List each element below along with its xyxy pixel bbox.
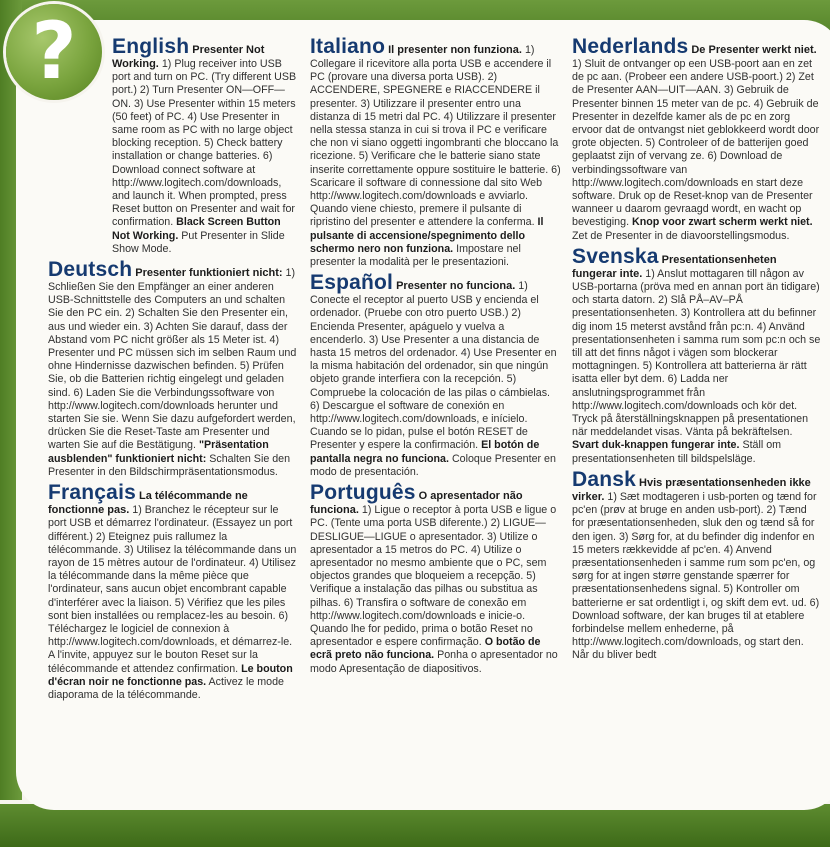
- language-title: Deutsch: [48, 258, 133, 282]
- section-text: 1) Branchez le récepteur sur le port USB et démarrez l'ordinateur. (Essayez un port différent.) 2) Eteignez puis rallumez la télécommande. 3) Utilisez la télécommande dans un rayon de 15 mètres autour de l'ordinateur. 4) Utilisez la télécommande dans la même pièce que l'ordinateur, sans aucun objet encombrant capable d'interférer avec la liaison. 5) Vérifiez que les piles sont bien installées ou remplacez-les au besoin. 6) Téléchargez le logiciel de connexion à http://www.logitech.com/downloads, et démarrez-le. A l'invite, appuyez sur le bouton Reset sur la télécommande et attendez confirmation.: [48, 504, 297, 675]
- section-bold-heading: "Präsentation ausblenden" funktioniert nicht:: [48, 439, 269, 465]
- section-bold-text: Activez le mode diaporama de la télécommande.: [48, 675, 284, 701]
- section-text: 1) Conecte el receptor al puerto USB y encienda el ordenador. (Pruebe con otro puerto USB.) 2) Encienda Presenter, apáguelo y vuelva a encenderlo. 3) Use Presenter a una distancia de hasta 15 metros del ordenador. 4) Use Presenter en la misma habitación del ordenador, sin que ningún objeto grande interfiera con la recepción. 5) Compruebe la colocación de las pilas o cámbielas. 6) Descargue el software de conexión en http://www.logitech.com/downloads, e inícielo. Cuando se lo pidan, pulse el botón RESET de Presenter y espere la confirmación.: [310, 280, 557, 452]
- section-bold-text: Ställ om presentationsenheten till bildspelsläge.: [572, 439, 782, 465]
- section-francais: [48, 482, 298, 702]
- section-dansk: [572, 469, 822, 663]
- section-bold-heading: O botão de ecrã preto não funciona.: [310, 636, 541, 662]
- section-heading: La télécommande ne fonctionne pas.: [48, 490, 248, 517]
- section-text: 1) Anslut mottagaren till någon av USB-portarna (pröva med en annan port än tidigare) och starta datorn. 2) Slå PÅ–AV–PÅ presentationsenheten. 3) Kontrollera att du befinner dig inom 15 meterst avstånd från pc:n. 4) Använd presentationsenheten i samma rum som pc:n och se till att det finns något i vägen som blockerar mottagningen. 5) Kontrollera att batterierna är rätt isatta eller byt dem. 6) Ladda ner anslutningsprogrammet från http://www.logitech.com/downloads och kör det. Tryck på återställningsknappen på presentationen när meddelandet visas. Vänta på bekräftelsen.: [572, 267, 821, 439]
- section-text: 1) Collegare il ricevitore alla porta USB e accendere il PC (provare una diversa porta USB). 2) ACCENDERE, SPEGNERE e RIACCENDERE il presenter. 3) Utilizzare il presenter entro una distanza di 15 metri dal PC. 4) Utilizzare il presenter nella stessa stanza in cui si trova il PC e verificare che non vi siano oggetti ingombranti che bloccano la ricezione. 5) Verificare che le batterie siano state inserite correttamente oppure sostituire le batterie. 6) Scaricare il software di connessione dal sito Web http://www.logitech.com/downloads e avviarlo. Quando viene chiesto, premere il pulsante di ripristino del presenter e attendere la conferma.: [310, 44, 561, 229]
- section-svenska: [572, 246, 822, 466]
- section-heading: Presenter funktioniert nicht:: [135, 267, 283, 280]
- section-text: 1) Schließen Sie den Empfänger an einer anderen USB-Schnittstelle des Computers an und schalten Sie den PC ein. 2) Schalten Sie den Presenter ein, aus und wieder ein. 3) Achten Sie darauf, dass der Abstand vom PC nicht größer als 15 Meter ist. 4) Presenter und PC müssen sich im selben Raum und ohne Hindernisse dazwischen befinden. 5) Prüfen Sie, ob die Batterien richtig eingelegt und geladen sind. 6) Laden Sie die Verbindungssoftware von http://www.logitech.com/downloads herunter und starten Sie sie. Wenn Sie dazu aufgefordert werden, drücken Sie die Reset-Taste am Presenter und warten Sie auf die Bestätigung.: [48, 267, 297, 452]
- language-title: Español: [310, 271, 394, 295]
- section-bold-text: Impostare nel presenter la modalità per le presentazioni.: [310, 242, 521, 269]
- section-heading: Il presenter non funziona.: [388, 44, 522, 56]
- section-portugues: [310, 482, 562, 676]
- section-bold-text: Zet de Presenter in de diavoorstellingsmodus.: [572, 229, 790, 242]
- section-italiano: [310, 36, 562, 269]
- language-title: Italiano: [310, 35, 386, 58]
- column-right: [572, 36, 822, 666]
- section-bold-text: Coloque Presenter en modo de presentación.: [310, 452, 556, 478]
- language-title: Svenska: [572, 244, 659, 268]
- section-heading: Presenter Not Working.: [112, 44, 265, 70]
- section-bold-text: Put Presenter in Slide Show Mode.: [112, 229, 285, 255]
- language-title: Dansk: [572, 467, 637, 491]
- column-middle: [310, 36, 562, 679]
- language-title: Português: [310, 481, 416, 505]
- section-heading: Hvis præsentationsenheden ikke virker.: [572, 476, 811, 503]
- section-espanol: [310, 272, 562, 479]
- section-bold-heading: Black Screen Button Not Working.: [112, 216, 281, 242]
- section-english: [48, 36, 298, 256]
- language-title: English: [112, 35, 190, 58]
- section-bold-heading: Knop voor zwart scherm werkt niet.: [632, 216, 813, 229]
- section-bold-text: Schalten Sie den Presenter in den Bildschirmpräsentationsmodus.: [48, 452, 291, 478]
- section-heading: Presenter no funciona.: [396, 280, 516, 293]
- section-bold-heading: Il pulsante di accensione/spegnimento dello schermo nero non funziona.: [310, 216, 544, 255]
- column-left: [48, 36, 298, 705]
- section-text: 1) Sluit de ontvanger op een USB-poort aan en zet de pc aan. (Probeer een andere USB-poort.) 2) Zet de Presenter AAN—UIT—AAN. 3) Gebruik de Presenter binnen 15 meter van de pc. 4) Gebruik de Presenter in dezelfde kamer als de pc en zorg ervoor dat de ontvangst niet geblokkeerd wordt door grote objecten. 5) Controleer of de batterijen goed geplaatst zijn of vervang ze. 6) Download de verbindingssoftware van http://www.logitech.com/downloads en start deze software. Druk op de Reset-knop van de Presenter wanneer u daarom gevraagd wordt, en wacht op bevestiging.: [572, 58, 820, 229]
- section-bold-heading: Svart duk-knappen fungerar inte.: [572, 439, 740, 452]
- section-text: 1) Ligue o receptor à porta USB e ligue o PC. (Tente uma porta USB diferente.) 2) LIGUE—DESLIGUE—LIGUE o apresentador. 3) Utilize o apresentador a 15 metros do PC. 4) Utilize o apresentador no mesmo ambiente que o PC, sem objectos grandes que bloqueiem a recepção. 5) Verifique a instalação das pilhas ou substitua as pilhas. 6) Transfira o software de conexão em http://www.logitech.com/downloads e inicie-o. Quando lhe for pedido, prima o botão Reset no apresentador e espere confirmação.: [310, 504, 557, 649]
- section-heading: O apresentador não funciona.: [310, 490, 523, 517]
- section-nederlands: [572, 36, 822, 243]
- section-heading: Presentationsenheten fungerar inte.: [572, 253, 777, 280]
- question-mark-icon: ?: [31, 7, 77, 97]
- section-text: 1) Sæt modtageren i usb-porten og tænd for pc'en (prøv at bruge en anden usb-port). 2) Tænd for præsentationsenheden, sluk den og tænd så for den igen. 3) Sørg for, at du befinder dig indenfor en 15 meters rækkevidde af pc'en. 4) Anvend præsentationsenheden i samme rum som pc'en, og sørg for at ingen større genstande spærrer for præsentationsenhedens signal. 5) Kontroller om batterierne er sat ordentligt i, og skift dem evt. ud. 6) Download software, der kan bruges til at etablere forbindelse mellem enhederne, på http://www.logitech.com/downloads, og start den. Når du bliver bedt: [572, 490, 820, 662]
- section-heading: De Presenter werkt niet.: [691, 44, 817, 56]
- section-bold-text: Ponha o apresentador no modo Apresentação de diapositivos.: [310, 649, 558, 675]
- section-bold-heading: El botón de pantalla negra no funciona.: [310, 439, 540, 465]
- section-deutsch: [48, 259, 298, 479]
- language-title: Français: [48, 481, 136, 505]
- section-bold-heading: Le bouton d'écran noir ne fonctionne pas.: [48, 662, 293, 688]
- language-title: Nederlands: [572, 35, 689, 58]
- bottom-green-band: [0, 804, 830, 847]
- section-text: 1) Plug receiver into USB port and turn on PC. (Try different USB port.) 2) Turn Presenter ON—OFF—ON. 3) Use Presenter within 15 meters (50 feet) of PC. 4) Use Presenter in same room as PC with no large object blocking reception. 5) Check battery installation or change batteries. 6) Download connect software at http://www.logitech.com/downloads, and launch it. When prompted, press Reset button on Presenter and wait for confirmation.: [112, 58, 297, 229]
